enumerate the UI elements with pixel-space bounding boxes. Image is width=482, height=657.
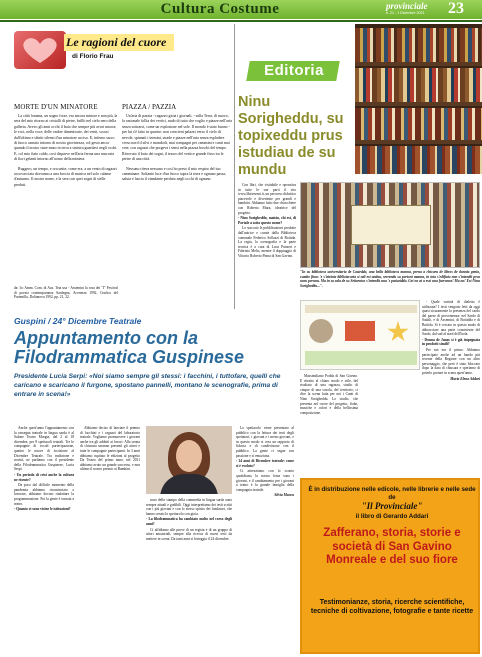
event-question2: - Quanto vi sono vicine le istituzioni?	[14, 507, 71, 512]
photo-plaque	[351, 205, 431, 245]
book-ad[interactable]	[300, 478, 480, 654]
page-number: 23	[448, 0, 464, 17]
event-col3-text: sono dello stampo della commedia in lingua sarda sono sempre attuali e godibili. Oggi interpretiamo dei testi scritti con i più giovani e con lo stesso spirito dei fondatori, che hanno creato lo spettacolo con gioia.	[146, 498, 232, 516]
shelf-row-1	[355, 28, 482, 62]
poem2-title: PIAZZA / PAZZIA	[122, 103, 177, 111]
poem-footnote: da: Io: Amm. Com. di Aus. Teia usa - Assemini la rosa dei "I" Festival di poesia contemporanea Sardegna, Acerenza 1992, Grafica del Partenilla, Dolianova 1992, pp. 21, 22.	[14, 286, 118, 299]
article-col1-cont: Lo staccato le pubblicazioni prodotte dall'autrice e curate dalla Biblioteca comunale Federico Sollazzi di Bottida. La regia, la scenografia e la parte tecnica è a cura di Luca Punzeri e Fabrizio Melis, mentre il doppiaggio di Vittorio Roberto Pinna di San Gavino.	[238, 226, 296, 258]
article-col4b-text: Per noi era il primo. Abbiamo partecipato anche ad un bando più recente della Regione con un altro personaggio, che però è stato bloccato dopo la data di chiusura e speriamo di poterlo portare in scena quest'anno.	[422, 347, 480, 375]
event-col3b-text: Ci affidiamo alle prove di un regista e di un gruppo di attori amatoriali, sempre alla ricerca di nuovi testi da mettere in scena. Da tanti anni si festeggia il 24 dicembre.	[146, 527, 232, 541]
poem1-stanza1: La città lontana, un sogno forse, era ancora minore e non più, la sera del mio ritorno ai cristalli di pietre, brillii nel cielo nero della galleria. Avevo gli anni occhi il buio che sempre più avrai ancora; le voci, nella voce, delle ombre dimenticate, dei venti, scossi dall'ultimo e sfiniti silenzi d'un minatore ucciso. E, inferno sacro di fuoco cantato intorno di nostro giovinezza, col gesto ancor quando il nostro stare muto in terra a sinistra guardavi negli occhi. E, col mio fiato caldo, così disparve nell'aria ferma una nascosta di fiori gelanti intorno all'uomo della miniera.	[14, 114, 118, 162]
star-icon	[387, 321, 409, 343]
ad-subtitle: Testimonianze, storia, ricerche scientifiche, tecniche di coltivazione, fotografie e tante ricette	[310, 599, 474, 615]
poem2-body	[122, 114, 232, 304]
ad-line1: È in distribuzione nelle edicole, nelle librerie e nelle sede de	[308, 486, 476, 501]
event-signature: Silvia Manca	[274, 493, 294, 498]
ad-line2: il libro di Gerardo Addari	[355, 513, 429, 520]
shelf-board-1	[355, 62, 482, 66]
portrait-face	[176, 440, 202, 472]
shelf-row-3	[355, 108, 482, 140]
event-question4: - 24 anni di Dicembre teatrale: come si è evoluto?	[236, 459, 294, 468]
event-question1: - Un periodo di crisi anche la cultura ne risente?	[14, 472, 74, 482]
article-question1: - Nino Sorigheddu, maisiu, chi est, di Portale a sotto questo nome?	[238, 216, 296, 225]
article-photo	[300, 182, 480, 268]
poem2-stanza1: Un'aria di pazzia - ragazzo gioia i giornali, - sulla Terra, di nuovo, la razionale follia dei vertici, nudo di tutto che voglio e piazze nell'aria senza sottrarsi, come un esplosione nel sole. Il mondo è stato buono - per lui s'è fatto in quattro: non crescieni palazzi verso il cielo di nevole, spianati i termini, strade e piazze nell'aria senza esplodere verso nord il silvi e mandorli, mai compagni per cammini e canti mai vete, con ragazzi che porgeva i sensi nella piazza boschi del tempo. Ritrovato il buio dei sogni, il tesoro del vertice grande fisso tra le pietre di una città.	[122, 114, 232, 162]
event-col1b-text: Da poco dal difficile momento della pandemia abbiamo ricominciato a lavorare, abbiamo dovuto riadattare la programmazione. Poi la gente è tornata a teatro.	[14, 483, 74, 506]
event-title-1: Appuntamento con la	[14, 328, 198, 348]
shelf-row-2	[355, 68, 482, 102]
article-signature: Maria Elena Addari	[450, 376, 480, 381]
event-col3	[146, 498, 232, 654]
graphic-header-bar	[305, 305, 417, 313]
heart-illustration	[14, 31, 66, 69]
article-question2: - Donna de Janas si è già impegnata in prodotti simili?	[422, 337, 480, 347]
article-col3	[300, 374, 358, 474]
portrait-body	[160, 474, 218, 494]
heart-icon	[14, 31, 66, 69]
event-col4-text: Lo spettacolo viene presentato al pubblico con la lettura dei testi degli spettatori, i giovani e i meno giovani, e in questo modo si crea un rapporto di fiducia e di condivisione con il pubblico. La gente ci segue con passione e si emoziona.	[236, 426, 294, 458]
poem2-stanza2: Nessuno riteva nessuno e così ho preso il mio respiro del tuo camminare. Soltanto luce d'un fuoco sopra la terra e ognuno passa, saluta e lascia il viandante perduto negli occhi di ognuno.	[122, 166, 226, 182]
photo-caption: "In su biblioteca universitaria de Castedda, una bella biblioteca manna, prena a chicuru de libros de donnia genia, cumbo finas 'e s'istrinia bibliotecaria si ndi est andau, serrendu su portoni manna, in tota s'edifiziu non s'intendit prus sonu perunu. Ma in sa sala de su Seitzentos s'intendit una 's pasizziddu. Gei no at a essi una furrunca! Ma no! Est Ninu Sorigheddu...".	[300, 270, 480, 288]
ad-title: Zafferano, storia, storie e società di San Gavino Monreale e del suo fiore	[323, 527, 461, 566]
bookshelf-photo	[355, 24, 482, 174]
article-col4-text: - Quale varietà di dialetto è utilizzata? I testi vengono letti da oggi quasi sicuramente la presenza del cardo del paese di provenienza: nel Sardo di Sadali, e di Assemini, di Bottidda e di Bottida. Si è cercato in questo modo di abbracciare una parte consistente del Sardo, dal sud al nord dell'Isola.	[422, 300, 480, 337]
column-divider	[234, 24, 235, 309]
shelf-board-2	[355, 102, 482, 106]
event-portrait	[146, 426, 232, 494]
editoria-tag	[248, 58, 338, 84]
editoria-label: Editoria	[264, 62, 324, 79]
graphic-footer	[305, 351, 417, 365]
brand-logo: provinciale	[386, 1, 428, 11]
event-question3: - La filodrammatica ha cambiato molto nel corso degli anni?	[146, 517, 232, 526]
article-col4	[422, 300, 480, 472]
poem1-body	[14, 114, 118, 284]
poem1-title: MORTE D'UN MINATORE	[14, 103, 98, 111]
event-col4	[236, 426, 294, 654]
article-intro: Con libri, che visitabile e operativa in tutte le sue parti il sito www.libriesemi.it, un percorso didattico piacevole e divertente per grandi e bambini. Abbiamo fatto due chiacchiere con Roberta Mura, ideatrice del progetto.	[238, 183, 296, 215]
column-title: Le ragioni del cuore	[64, 34, 174, 51]
event-title-2: Filodrammatica Guspinese	[14, 347, 245, 367]
issue-date: n. 21 - 1 Dicembre 2021	[386, 11, 425, 15]
event-col2-text: Abbiamo deciso di lanciare il premio di facchini e i ragazzi del laboratorio teatrale. Vogliamo promuovere i giovani anche tra gli addetti ai lavori. Alla serata di chiusura saranno presenti gli attori e tutte le compagnie partecipanti. In 3 anni abbiamo ospitato le edizioni al progetto Da Teatro del primo anno, nel 2011 abbiamo avuto un grande successo, e non ultimo il nostro premio ai Bambini.	[80, 426, 140, 472]
book-icon	[345, 321, 375, 341]
page-header	[0, 0, 482, 22]
article-col3-text: Massimiliano Podda di San Gavino. E ritratto al chiaro modo e stile, del risultato di una ragazza, studio di cinque di una scuola, del territorio, ci dice la scena fatta per noi i Canti di Nino Sorigheddu. Lo studio, che presenta nel cuore del progetto, fiabe, musiche e colori e della bellissima composizione.	[300, 374, 358, 415]
column-byline: di Florio Frau	[72, 53, 114, 60]
event-col1	[14, 426, 74, 654]
section-title: Cultura Costume	[160, 1, 280, 17]
ad-brand: "Il Provinciale"	[361, 501, 423, 511]
article-title: Ninu Sorigheddu, su topixeddu prus istudiau de su mundu	[238, 94, 344, 178]
shelf-board-3	[355, 140, 482, 144]
educational-graphic	[300, 300, 420, 370]
shelf-row-4	[355, 146, 482, 174]
article-col1	[238, 183, 296, 333]
event-col1-text: Anche quest'anno l'appuntamento con la rassegna teatrale in lingua sarda è al Salone Teatro Murgia, dal 2 al 18 dicembre, per 8 spettacoli teatrali. Tre le compagnie di vocali partecipazione, quattro le nuove di iscrizione al Dicembre Teatrale. Tra tradizione e novità, ne parliamo con il presidente della Filodrammatica Guspinese, Lucia Serpi.	[14, 426, 74, 472]
poem1-stanza2: Ruggero, un tempo, e ora unite, come era, a un vento di ragazzi accovacciata dovranno a una boccia di musica nel solo calame d'autunno. Il nostro nome, e la sera con quei sogni di stelle perduti.	[14, 166, 117, 187]
event-quote: Presidente Lucia Serpi: «Noi siamo sempre gli stessi: i facchini, i tuttofare, quelli che caricano e scaricano il furgone, spostano pannelli, montano le scenografie, prima di entrare in scena!»	[14, 373, 281, 398]
event-kicker: Guspini / 24° Dicembre Teatrale	[14, 316, 142, 326]
column-heading-box	[14, 31, 167, 69]
header-rule	[0, 20, 482, 22]
event-col4b-text: Ci attrezziamo con lo sconto quotidiano, la nostra forza sono i giovani, e il cambiamento per i giovani a teatro è la grande famiglia della compagnia teatrale.	[236, 469, 294, 492]
event-col2	[80, 426, 140, 654]
mouse-icon	[309, 319, 333, 343]
